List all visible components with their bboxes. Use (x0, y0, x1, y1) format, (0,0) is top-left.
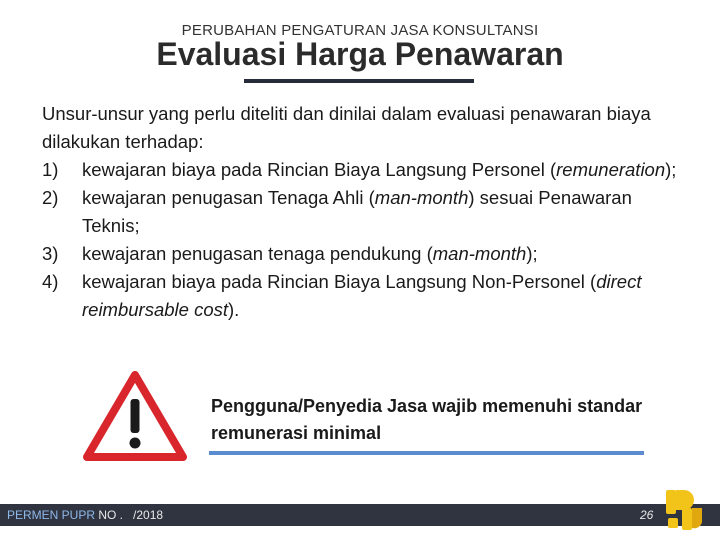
list-paren-open: ( (590, 271, 597, 292)
list-close: ) sesuai Penawaran Teknis; (82, 187, 632, 236)
list-number: 4) (42, 271, 59, 292)
list-close: ); (665, 159, 677, 180)
list-number: 2) (42, 187, 59, 208)
pupr-logo-icon (664, 488, 712, 536)
list-paren-open: ( (549, 159, 557, 180)
list-number: 3) (42, 243, 59, 264)
list-item (42, 240, 682, 268)
list-close: ); (526, 243, 538, 264)
footer-reference (7, 508, 163, 522)
list-italic: man-month (374, 187, 469, 208)
list-text: kewajaran biaya pada Rincian Biaya Langsung Non-Personel (82, 271, 591, 292)
warning-triangle-icon (83, 371, 187, 461)
list-text: kewajaran penugasan Tenaga Ahli ( (82, 187, 375, 208)
footer-reference-highlight: PERMEN PUPR (7, 508, 96, 522)
list-item (42, 156, 682, 184)
list-number: 1) (42, 159, 59, 180)
body-text (42, 100, 682, 324)
callout-text: Pengguna/Penyedia Jasa wajib memenuhi standar remunerasi minimal (211, 396, 643, 443)
list-close: ). (228, 299, 240, 320)
list-text: kewajaran penugasan tenaga pendukung ( (82, 243, 433, 264)
title-underline (244, 79, 474, 83)
criteria-list (42, 156, 682, 324)
list-item (42, 268, 682, 324)
list-italic: direct reimbursable cost (82, 271, 642, 320)
footer-reference-rest: NO . /2018 (95, 508, 164, 522)
callout-underline (209, 451, 644, 455)
list-item (42, 184, 682, 240)
list-italic: remuneration (556, 159, 666, 180)
slide-supertitle: PERUBAHAN PENGATURAN JASA KONSULTANSI (181, 22, 539, 39)
slide-title: Evaluasi Harga Penawaran (156, 36, 564, 72)
list-text: kewajaran biaya pada Rincian Biaya Langsung Personel (82, 159, 550, 180)
list-italic: man-month (432, 243, 527, 264)
intro-paragraph: Unsur-unsur yang perlu diteliti dan dinilai dalam evaluasi penawaran biaya dilakukan terhadap: (42, 103, 651, 152)
page-number: 26 (640, 508, 654, 522)
